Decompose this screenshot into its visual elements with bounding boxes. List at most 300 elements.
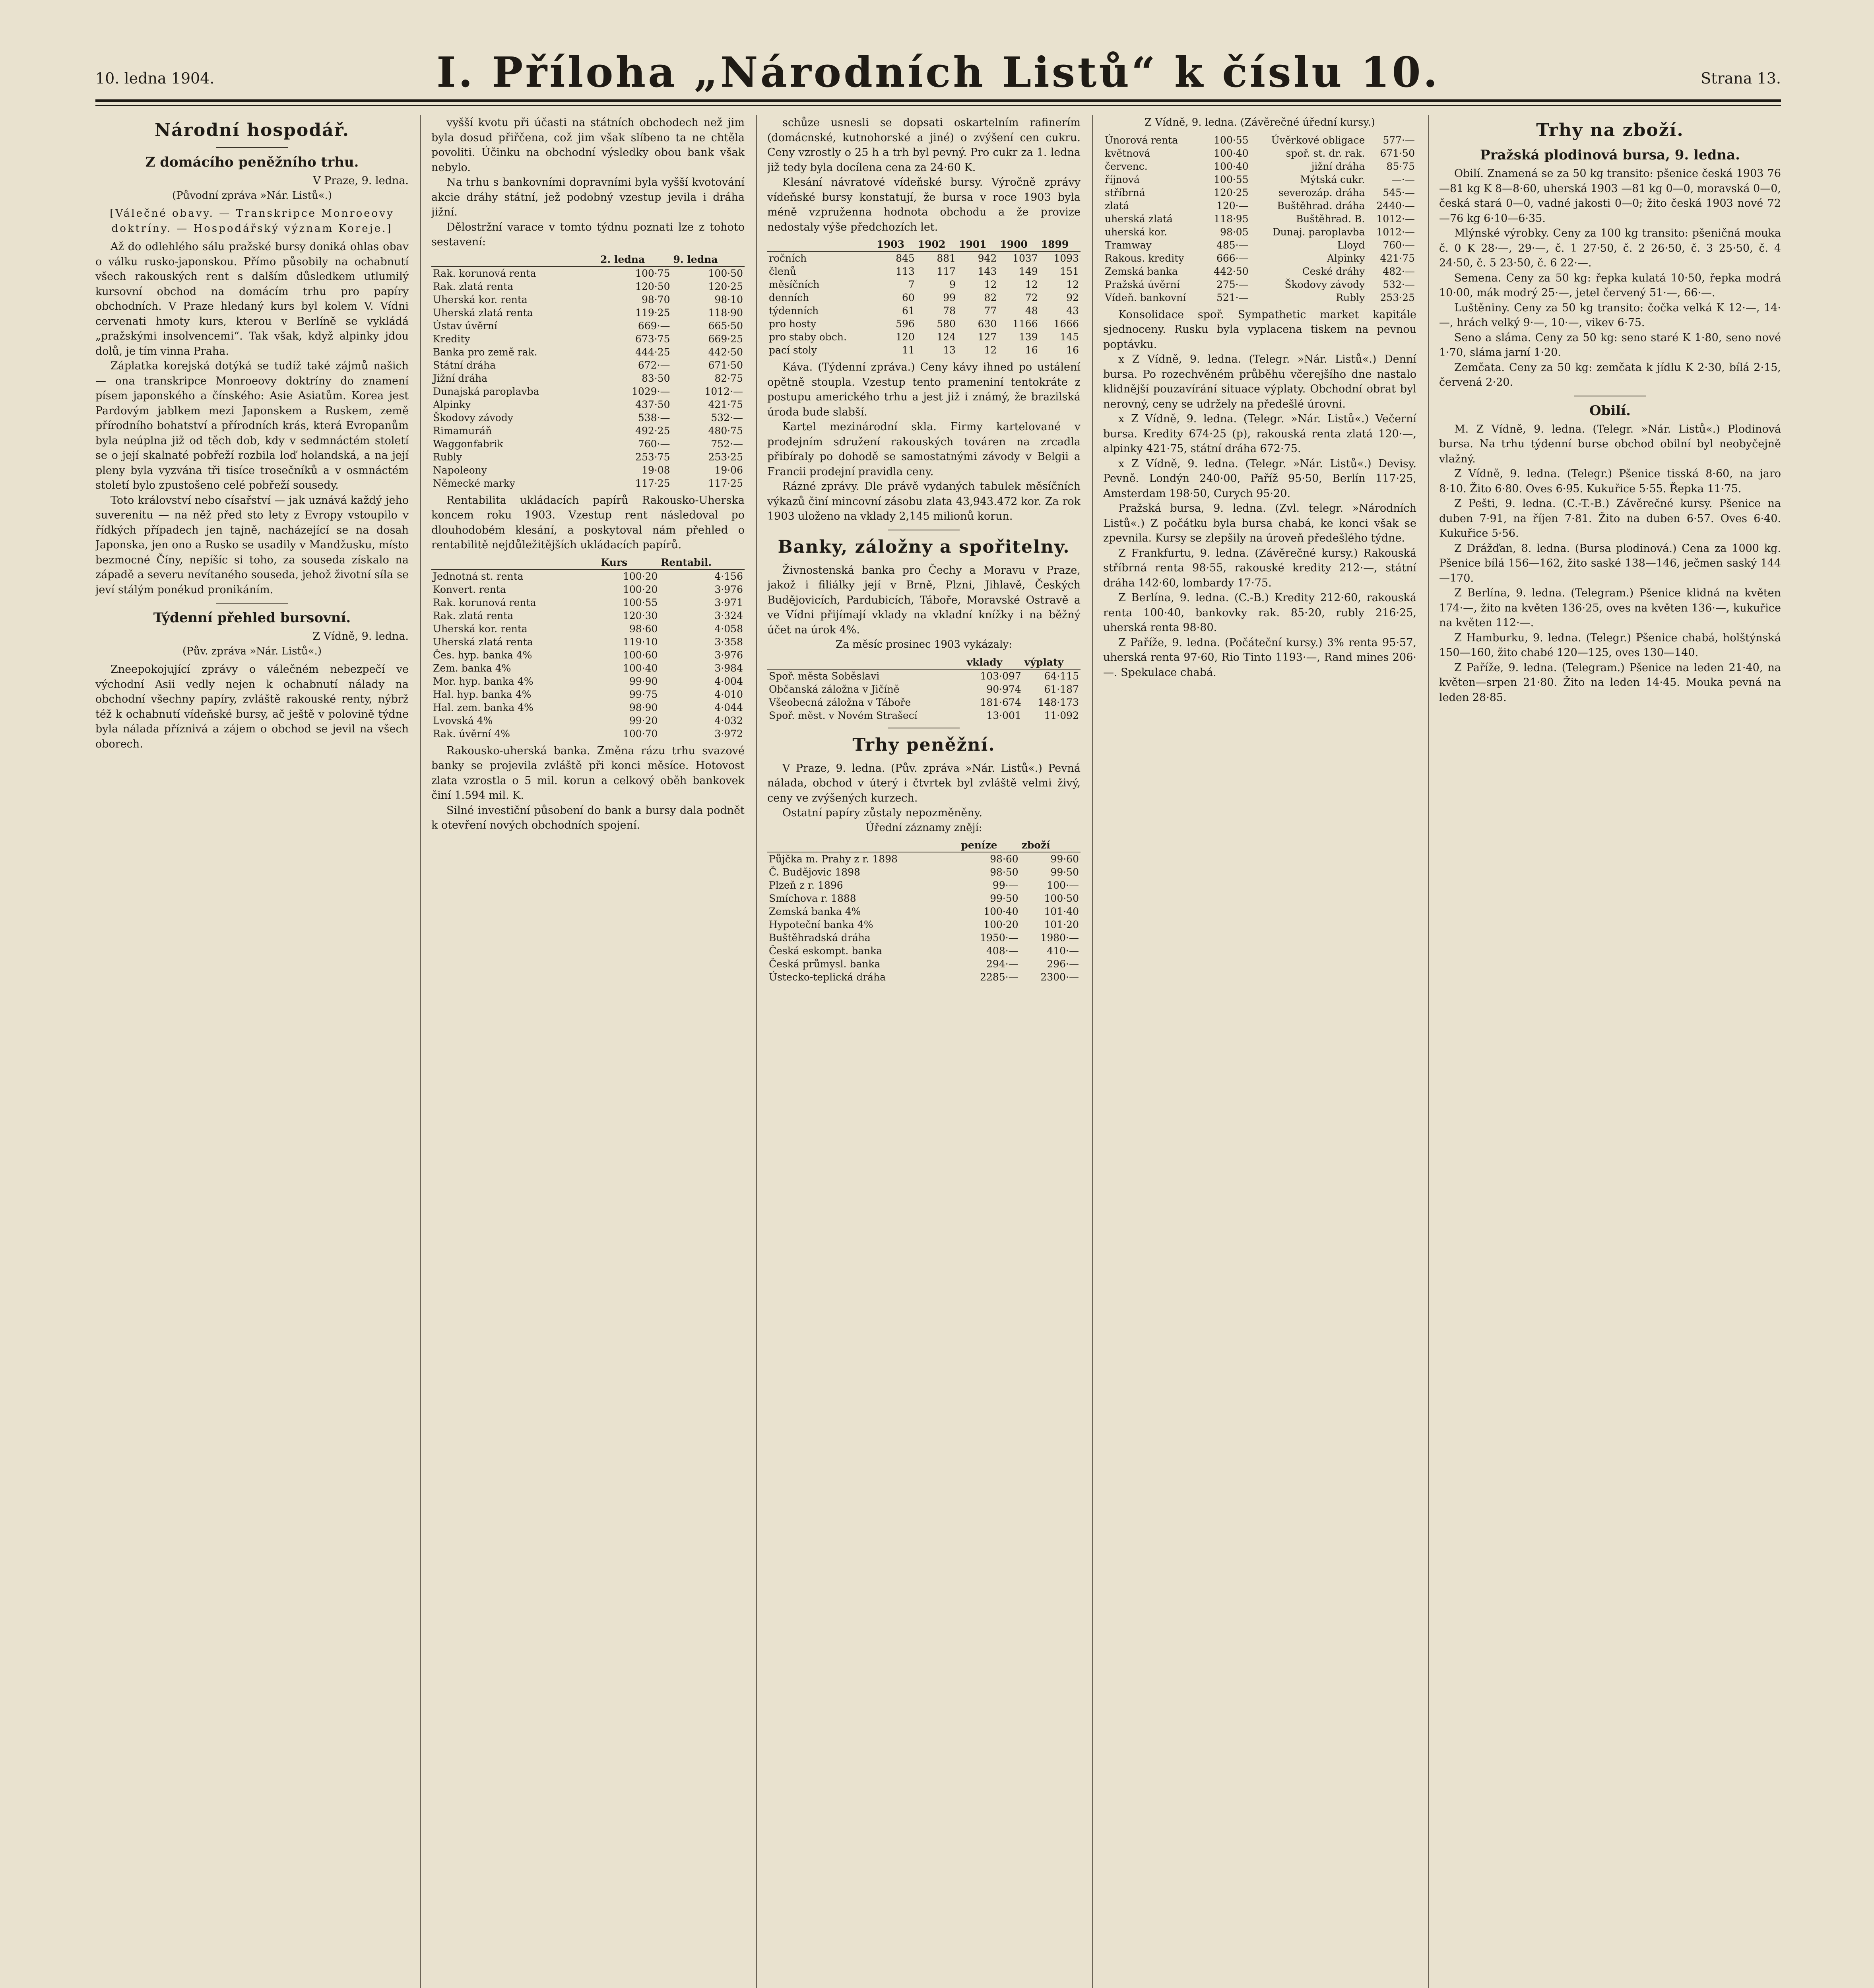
- table-row: [767, 931, 1081, 944]
- table-caption: Úřední záznamy znějí:: [865, 821, 982, 834]
- table-cell: 1980·—: [1040, 932, 1079, 944]
- table-cell: 98·90: [629, 701, 658, 713]
- table-cell: 538·—: [638, 412, 670, 423]
- paragraph: Kartel mezinárodní skla. Firmy kartelované v prodejním sdružení rakouských továren na zrcadla přibíraly po dohodě se samostatnými závody v Belgii a Francii prodejní pravidla ceny.: [767, 421, 1081, 478]
- table-row: [431, 306, 745, 319]
- table-cell: 99·—: [992, 879, 1018, 891]
- table-row: [1103, 239, 1416, 252]
- table-header: 1901: [957, 238, 998, 251]
- table-row: [1103, 265, 1416, 278]
- table-cell: 100·50: [1044, 893, 1079, 904]
- table-row: [431, 293, 745, 306]
- table-cell: Hal. hyp. banka 4%: [433, 688, 532, 700]
- table-row: [1103, 199, 1416, 212]
- table-cell: 145: [1060, 331, 1079, 343]
- table-header: peníze: [959, 839, 1020, 852]
- article-title: Obilí.: [1589, 402, 1631, 419]
- table-cell: členů: [769, 266, 796, 277]
- table-row: [767, 344, 1081, 357]
- paragraph: Zemčata. Ceny za 50 kg: zemčata k jídlu K 2·30, bílá 2·15, červená 2·20.: [1439, 361, 1781, 388]
- table-cell: ročních: [769, 252, 807, 264]
- table-cell: Uherská zlatá renta: [433, 636, 533, 648]
- table-cell: 760·—: [638, 438, 670, 450]
- table-cell: 119·25: [635, 307, 670, 318]
- table-cell: Rimamuráň: [433, 425, 492, 437]
- table-row: [767, 251, 1081, 265]
- table-row: [767, 852, 1081, 866]
- table-cell: 113: [896, 266, 915, 277]
- table-cell: 90·974: [986, 683, 1021, 695]
- table-cell: Rubly: [1336, 291, 1365, 303]
- table-cell: 275·—: [1216, 278, 1249, 290]
- table-row: [431, 385, 745, 398]
- table-cell: 99·50: [1050, 866, 1079, 878]
- table-cell: 100·20: [984, 919, 1018, 930]
- table-cell: 521·—: [1216, 291, 1249, 303]
- table-cell: Rak. korunová renta: [433, 267, 536, 279]
- table-header: [431, 253, 599, 266]
- table-header: Rentabil.: [659, 556, 745, 569]
- table-cell: 665·50: [708, 320, 743, 332]
- paragraph: Ostatní papíry zůstaly nepozměněny.: [782, 807, 983, 819]
- table-row: [431, 450, 745, 464]
- table-row: [767, 866, 1081, 879]
- table-cell: 669·—: [638, 320, 670, 332]
- table-caption: Za měsíc prosinec 1903 vykázaly:: [836, 639, 1012, 650]
- table-cell: stříbrná: [1105, 186, 1145, 198]
- paragraph: x Z Vídně, 9. ledna. (Telegr. »Nár. Listů«.) Devisy. Pevně. Londýn 240·00, Paříž 95·50, Berlín 117·25, Amsterdam 198·50, Curych 95·20.: [1103, 457, 1416, 500]
- table-row: [1103, 147, 1416, 160]
- table-cell: 16: [1066, 344, 1079, 356]
- table-row: [1103, 212, 1416, 225]
- table-cell: Buštěhradská dráha: [769, 932, 871, 944]
- paragraph: Z Hamburku, 9. ledna. (Telegr.) Pšenice chabá, holštýnská 150—160, žito chabé 120—125, oves 130—140.: [1439, 631, 1781, 659]
- table-cell: 77: [984, 305, 997, 316]
- table-cell: 1037: [1013, 252, 1038, 264]
- table-row: [767, 709, 1081, 722]
- table-cell: denních: [769, 292, 809, 303]
- paragraph: Na trhu s bankovními dopravními byla vyšší kvotování akcie dráhy státní, jež podobný vzestup jevila i dráha jižní.: [431, 176, 745, 218]
- table-cell: 492·25: [635, 425, 670, 437]
- table-row: [431, 464, 745, 477]
- table-row: [431, 372, 745, 385]
- table-cell: Smíchova r. 1888: [769, 893, 856, 904]
- table-cell: 545·—: [1383, 186, 1415, 198]
- table-cell: 72: [1025, 292, 1038, 303]
- paragraph: Káva. (Týdenní zpráva.) Ceny kávy ihned po ustálení opětně stoupla. Vzestup tento prameniní tentokráte z postupu amerického trhu a jest již i známý, že brazilská úroda bude slabší.: [767, 361, 1081, 418]
- section-title: Banky, záložny a spořitelny.: [778, 536, 1070, 557]
- table-cell: 100·40: [623, 662, 658, 674]
- table-cell: Státní dráha: [433, 359, 496, 371]
- table-cell: Mor. hyp. banka 4%: [433, 675, 533, 687]
- table-cell: 120: [896, 331, 915, 343]
- paragraph: Rakousko-uherská banka. Změna rázu trhu svazové banky se projevila zvláště při konci měsíce. Hotovost zlata vzrostla o 5 mil. korun a celkový oběh bankovek činí 1.594 mil. K.: [431, 744, 745, 802]
- table-row: [431, 569, 745, 583]
- table-cell: Úvěrkové obligace: [1271, 134, 1365, 146]
- paragraph: V Praze, 9. ledna. (Pův. zpráva »Nár. Listů«.) Pevná nálada, obchod v úterý i čtvrtek byl zvláště velmi živý, ceny ve zvýšených kurzech.: [767, 762, 1081, 804]
- table-cell: Rakous. kredity: [1105, 252, 1184, 264]
- table-cell: Spoř. města Soběslavi: [769, 670, 880, 682]
- table-cell: 3·324: [714, 610, 743, 621]
- table-cell: Jednotná st. renta: [433, 570, 524, 582]
- table-cell: 532·—: [711, 412, 743, 423]
- paragraph: Z Frankfurtu, 9. ledna. (Závěrečné kursy.) Rakouská stříbrná renta 98·55, rakouské kredity 212·—, státní dráha 142·60, lombardy 17·75.: [1103, 547, 1416, 589]
- table-cell: Buštěhrad. dráha: [1277, 200, 1365, 212]
- table-row: [431, 266, 745, 280]
- table-row: [431, 701, 745, 714]
- table-cell: Rubly: [433, 451, 462, 463]
- divider: [216, 603, 288, 604]
- table-row: [1103, 291, 1416, 304]
- paragraph: Pražská bursa, 9. ledna. (Zvl. telegr. »Národních Listů«.) Z počátku byla bursa chabá, ke konci však se zpevnila. Kursy se zlepšily na úroveň předešlého týdne.: [1103, 502, 1416, 544]
- paragraph: Z Paříže, 9. ledna. (Počáteční kursy.) 3% renta 95·57, uherská renta 97·60, Rio Tinto 1193·—, Rand mines 206·—. Spekulace chabá.: [1103, 636, 1416, 679]
- table-row: [1103, 186, 1416, 199]
- table-cell: Půjčka m. Prahy z r. 1898: [769, 853, 898, 865]
- table-cell: 61: [902, 305, 915, 316]
- article-title: Z domácího peněžního trhu.: [145, 154, 359, 170]
- table-cell: 4·032: [714, 714, 743, 726]
- table-cell: pro hosty: [769, 318, 817, 330]
- column-divider: [756, 115, 757, 1988]
- table-cell: 253·25: [708, 451, 743, 463]
- table-cell: 9: [949, 279, 956, 290]
- table-cell: Hypoteční banka 4%: [769, 919, 873, 930]
- table-cell: 669·25: [708, 333, 743, 345]
- table-header: 1900: [998, 238, 1039, 251]
- table-cell: Ústav úvěrní: [433, 320, 497, 332]
- table-row: [431, 675, 745, 688]
- table-header: 2. ledna: [599, 253, 671, 266]
- table-row: [431, 609, 745, 622]
- table-cell: Uherská kor. renta: [433, 293, 528, 305]
- table-cell: Zem. banka 4%: [433, 662, 511, 674]
- table-row: [431, 662, 745, 675]
- table-cell: pro staby obch.: [769, 331, 847, 343]
- table-cell: 118·95: [1214, 213, 1249, 225]
- table-cell: 1012·—: [704, 385, 743, 397]
- table-cell: 181·674: [980, 696, 1021, 708]
- table-cell: 101·20: [1044, 919, 1079, 930]
- table-cell: 124: [937, 331, 956, 343]
- deposits-table: [767, 656, 1081, 722]
- table-cell: 253·25: [1380, 291, 1415, 303]
- table-cell: zlatá: [1105, 200, 1129, 212]
- table-row: [431, 648, 745, 662]
- table-cell: Dunajská paroplavba: [433, 385, 539, 397]
- table-cell: 942: [978, 252, 997, 264]
- table-cell: 532·—: [1383, 278, 1415, 290]
- table-cell: 3·976: [714, 649, 743, 661]
- table-cell: 1950·—: [980, 932, 1018, 944]
- paragraph: M. Z Vídně, 9. ledna. (Telegr. »Nár. Listů«.) Plodinová bursa. Na trhu týdenní burse obchod obilní byl neobyčejně vlažný.: [1439, 423, 1781, 465]
- column-divider: [420, 115, 421, 1988]
- table-cell: 2440·—: [1376, 200, 1415, 212]
- table-cell: 12: [984, 344, 997, 356]
- paragraph: Silné investiční působení do bank a bursy dala podnět k otevření nových obchodních spojení.: [431, 804, 745, 831]
- paragraph: Seno a sláma. Ceny za 50 kg: seno staré K 1·80, seno nové 1·70, sláma jarní 1·20.: [1439, 331, 1781, 359]
- table-row: [767, 918, 1081, 931]
- table-cell: 120·25: [708, 280, 743, 292]
- table-header: 1899: [1040, 238, 1081, 251]
- table-row: [431, 688, 745, 701]
- table-cell: 100·60: [623, 649, 658, 661]
- table-cell: 3·972: [714, 728, 743, 740]
- table-row: [431, 477, 745, 490]
- table-cell: Dunaj. paroplavba: [1272, 226, 1365, 238]
- table-row: [767, 683, 1081, 696]
- column-2: [431, 115, 745, 1988]
- table-cell: 16: [1025, 344, 1038, 356]
- table-cell: Rak. úvěrní 4%: [433, 728, 510, 740]
- table-cell: 99·75: [629, 688, 658, 700]
- table-cell: Č. Budějovic 1898: [769, 866, 860, 878]
- table-cell: 98·60: [990, 853, 1018, 865]
- table-cell: 760·—: [1383, 239, 1415, 251]
- table-cell: 100·—: [1047, 879, 1079, 891]
- paragraph: Obilí. Znamená se za 50 kg transito: pšenice česká 1903 76—81 kg K 8—8·60, uherská 1903 —81 kg 0—0, moravská 0—0, česká stará 0—0, vadné jakosti 0—0; žito česká 1903 nové 72—76 kg 6·10—6·35.: [1439, 167, 1781, 225]
- table-row: [767, 696, 1081, 709]
- table-header: 9. ledna: [672, 253, 745, 266]
- table-cell: 4·004: [714, 675, 743, 687]
- paragraph: Semena. Ceny za 50 kg: řepka kulatá 10·50, řepka modrá 10·00, mák modrý 25·—, jetel červený 51·—, 66·—.: [1439, 272, 1781, 299]
- paragraph: Z Berlína, 9. ledna. (Telegram.) Pšenice klidná na květen 174·—, žito na květen 136·25, oves na květen 136·—, kukuřice na květen 112·—.: [1439, 587, 1781, 629]
- paragraph: Z Berlína, 9. ledna. (C.-B.) Kredity 212·60, rakouská renta 100·40, bankovky rak. 85·20, rubly 216·25, uherská renta 98·80.: [1103, 592, 1416, 634]
- table-cell: 577·—: [1383, 134, 1415, 146]
- table-cell: 117·25: [708, 477, 743, 489]
- table-header: [767, 839, 959, 852]
- table-cell: Spoř. měst. v Novém Strašecí: [769, 709, 918, 721]
- table-cell: Alpinky: [1327, 252, 1365, 264]
- table-header: Kurs: [599, 556, 660, 569]
- table-cell: jižní dráha: [1311, 160, 1365, 172]
- section-title: Trhy na zboží.: [1536, 120, 1684, 140]
- table-cell: Uherská zlatá renta: [433, 307, 533, 318]
- table-cell: 11·092: [1044, 709, 1079, 721]
- table-cell: 3·358: [714, 636, 743, 648]
- table-cell: 2300·—: [1040, 971, 1079, 983]
- table-cell: 253·75: [635, 451, 670, 463]
- table-cell: 78: [943, 305, 956, 316]
- table-cell: Rak. zlatá renta: [433, 280, 514, 292]
- table-cell: Ceské dráhy: [1302, 265, 1365, 277]
- table-row: [1103, 252, 1416, 265]
- table-cell: 630: [978, 318, 997, 330]
- article-title: Týdenní přehled bursovní.: [153, 610, 351, 626]
- issue-date: 10. ledna 1904.: [95, 70, 215, 87]
- table-cell: Kredity: [433, 333, 470, 345]
- vienna-quotes-table: [1103, 134, 1416, 304]
- table-cell: 1093: [1053, 252, 1079, 264]
- table-cell: 98·10: [714, 293, 743, 305]
- table-row: [767, 291, 1081, 304]
- table-row: [431, 437, 745, 450]
- table-cell: 60: [902, 292, 915, 303]
- table-cell: Občanská záložna v Jičíně: [769, 683, 900, 695]
- table-row: [767, 265, 1081, 278]
- table-cell: 408·—: [986, 945, 1018, 957]
- table-cell: 100·75: [635, 267, 670, 279]
- divider: [216, 147, 288, 148]
- table-cell: Čes. hyp. banka 4%: [433, 649, 532, 661]
- table-cell: 98·05: [1220, 226, 1249, 238]
- table-cell: 99·90: [629, 675, 658, 687]
- column-divider: [1092, 115, 1093, 1988]
- table-cell: 672·—: [638, 359, 670, 371]
- table-cell: 100·55: [1214, 134, 1249, 146]
- table-cell: 120·25: [1214, 186, 1249, 198]
- table-row: [431, 411, 745, 424]
- table-row: [431, 424, 745, 437]
- table-row: [767, 905, 1081, 918]
- paragraph: Z Drážďan, 8. ledna. (Bursa plodinová.) Cena za 1000 kg. Pšenice bílá 156—162, žito saské 138—146, ječmen saský 144—170.: [1439, 542, 1781, 584]
- paragraph: Mlýnské výrobky. Ceny za 100 kg transito: pšeničná mouka č. 0 K 28·—, 29·—, č. 1 27·50, č. 2 26·50, č. 3 25·50, č. 4 24·50, č. 5 23·50, č. 6 22·—.: [1439, 227, 1781, 269]
- table-row: [767, 957, 1081, 971]
- dateline: Z Vídně, 9. ledna.: [312, 630, 409, 643]
- table-cell: 3·976: [714, 583, 743, 595]
- table-cell: 1012·—: [1376, 213, 1415, 225]
- table-header: výplaty: [1023, 656, 1081, 669]
- table-header: 1902: [916, 238, 957, 251]
- table-row: [767, 879, 1081, 892]
- table-cell: 100·55: [1214, 173, 1249, 185]
- paragraph: Z Paříže, 9. ledna. (Telegram.) Pšenice na leden 21·40, na květen—srpen 21·80. Žito na leden 14·45. Mouka pevná na leden 28·85.: [1439, 661, 1781, 704]
- table-row: [1103, 160, 1416, 173]
- table-cell: uherská zlatá: [1105, 213, 1173, 225]
- table-row: [767, 944, 1081, 957]
- table-cell: 482·—: [1383, 265, 1415, 277]
- table-cell: 117·25: [635, 477, 670, 489]
- table-cell: Konvert. renta: [433, 583, 506, 595]
- table-cell: Všeobecná záložna v Táboře: [769, 696, 911, 708]
- table-cell: 480·75: [708, 425, 743, 437]
- paragraph: Luštěniny. Ceny za 50 kg transito: čočka velká K 12·—, 14·—, hrách velký 9·—, 10·—, vikev 6·75.: [1439, 301, 1781, 329]
- table-cell: 4·044: [714, 701, 743, 713]
- table-cell: 1012·—: [1376, 226, 1415, 238]
- table-header: [767, 656, 965, 669]
- table-header: 1903: [875, 238, 916, 251]
- table-cell: 1666: [1053, 318, 1079, 330]
- column-1: [95, 115, 409, 1988]
- table-cell: Tramway: [1105, 239, 1152, 251]
- table-cell: 99·60: [1050, 853, 1079, 865]
- table-row: [431, 280, 745, 293]
- table-cell: 12: [1066, 279, 1079, 290]
- masthead: [95, 48, 1781, 95]
- table-header: zboží: [1020, 839, 1081, 852]
- table-cell: 2285·—: [980, 971, 1018, 983]
- table-cell: Česká průmysl. banka: [769, 958, 881, 970]
- table-cell: 100·55: [623, 596, 658, 608]
- paragraph: Živnostenská banka pro Čechy a Moravu v Praze, jakož i filiálky její v Brně, Plzni, Jihlavě, Českých Budějovicích, Pardubicích, Táboře, Moravské Ostravě a ve Vídni přijímají vklady na vkladní knížky i na běžný účet na úrok 4%.: [767, 564, 1081, 636]
- table-cell: Jižní dráha: [433, 372, 488, 384]
- table-cell: 83·50: [641, 372, 670, 384]
- page-number: Strana 13.: [1701, 70, 1781, 87]
- table-cell: Německé marky: [433, 477, 515, 489]
- paragraph: Z Vídně, 9. ledna. (Telegr.) Pšenice tisská 8·60, na jaro 8·10. Žito 6·80. Oves 6·95. Kukuřice 5·55. Řepka 11·75.: [1439, 468, 1781, 495]
- table-cell: 99·50: [990, 893, 1018, 904]
- price-table: [431, 253, 745, 490]
- table-cell: 19·08: [641, 464, 670, 476]
- table-cell: 12: [1025, 279, 1038, 290]
- table-cell: pací stoly: [769, 344, 817, 356]
- paragraph: Rázné zprávy. Dle právě vydaných tabulek měsíčních výkazů činí mincovní zásobu zlata 43,943.472 kor. Za rok 1903 uloženo na vklady 2,145 milionů korun.: [767, 480, 1081, 522]
- table-row: [431, 346, 745, 359]
- table-cell: 296·—: [1047, 958, 1079, 970]
- table-cell: Banka pro země rak.: [433, 346, 537, 358]
- table-cell: Lloyd: [1337, 239, 1365, 251]
- table-cell: 666·—: [1216, 252, 1249, 264]
- table-row: [767, 278, 1081, 291]
- paragraph: x Z Vídně, 9. ledna. (Telegr. »Nár. Listů«.) Denní bursa. Po rozechvěném průběhu včerejšího dne nastalo klidnější pouzavírání situace výplaty. Obchodní obrat byl nerovný, ceny se udržely na předešlé úrovni.: [1103, 353, 1416, 410]
- paragraph: Až do odlehlého sálu pražské bursy doniká ohlas obav o válku rusko-japonskou. Přímo působily na ochabnutí všech rakouských rent s dalším důsledkem utlumilý kursovní obchod na domácím trhu pro papíry obchodních. V Praze hledaný kurs byl kolem V. Vídni cervenati hmoty kurs, kterou v Berlíně se vykládá „pražskými insolvencemi“. Tak však, když alpinky jdou dolů, je tím vinna Praha.: [95, 241, 409, 357]
- table-row: [431, 714, 745, 727]
- article-title: Pražská plodinová bursa, 9. ledna.: [1480, 147, 1740, 163]
- section-title: Trhy peněžní.: [852, 734, 995, 755]
- table-cell: 101·40: [1044, 906, 1079, 917]
- table-header: vklady: [965, 656, 1023, 669]
- table-header: [767, 238, 875, 251]
- table-row: [767, 304, 1081, 317]
- paragraph: Rentabilita ukládacích papírů Rakousko-Uherska koncem roku 1903. Vzestup rent následoval po dlouhodobém klesání, a poskytoval nám přehled o rentabilitě nejdůležitějších ukládacích papírů.: [431, 494, 745, 551]
- table-cell: uherská kor.: [1105, 226, 1168, 238]
- table-cell: 4·058: [714, 623, 743, 635]
- table-cell: 596: [896, 318, 915, 330]
- table-cell: 442·50: [708, 346, 743, 358]
- table-cell: 148·173: [1038, 696, 1079, 708]
- table-cell: Česká eskompt. banka: [769, 945, 883, 957]
- table-cell: 100·70: [623, 728, 658, 740]
- table-cell: 580: [937, 318, 956, 330]
- table-cell: —·—: [1392, 173, 1415, 185]
- table-cell: Waggonfabrik: [433, 438, 503, 450]
- table-cell: 82: [984, 292, 997, 303]
- table-cell: 3·971: [714, 596, 743, 608]
- table-cell: 85·75: [1386, 160, 1415, 172]
- table-cell: měsíčních: [769, 279, 820, 290]
- paragraph: vyšší kvotu při účasti na státních obchodech než jim byla dosud přiřčena, což jim však slíbeno ta ne chtěla povoliti. Účinku na obchodní výsledky obou bank však nebylo.: [431, 116, 745, 174]
- table-cell: 100·40: [984, 906, 1018, 917]
- paragraph: schůze usnesli se dopsati oskartelním rafinerím (domácnské, kutnohorské a jiné) o zvýšení cen cukru. Ceny vzrostly o 25 h a trh byl pevný. Pro cukr za 1. ledna již tedy byla docílena cena za 24·60 K.: [767, 116, 1081, 174]
- table-cell: Ústecko-teplická dráha: [769, 971, 886, 983]
- table-row: [767, 892, 1081, 905]
- table-cell: Škodovy závody: [433, 412, 513, 423]
- table-cell: 143: [978, 266, 997, 277]
- table-cell: 139: [1018, 331, 1038, 343]
- table-cell: 120·—: [1216, 200, 1249, 212]
- table-cell: 7: [908, 279, 915, 290]
- table-row: [767, 330, 1081, 344]
- table-cell: Buštěhrad. B.: [1296, 213, 1365, 225]
- masthead-rule-thin: [95, 105, 1781, 106]
- table-cell: 92: [1066, 292, 1079, 303]
- table-cell: 671·50: [708, 359, 743, 371]
- yield-table: [431, 556, 745, 740]
- table-row: [767, 971, 1081, 984]
- table-cell: 437·50: [635, 398, 670, 410]
- table-cell: květnová: [1105, 147, 1150, 159]
- table-row: [431, 727, 745, 740]
- table-cell: Napoleony: [433, 464, 487, 476]
- table-cell: severozáp. dráha: [1278, 186, 1365, 198]
- table-cell: Mýtská cukr.: [1300, 173, 1365, 185]
- table-row: [431, 398, 745, 411]
- table-header: [431, 556, 599, 569]
- table-cell: 845: [896, 252, 915, 264]
- table-row: [1103, 225, 1416, 239]
- table-cell: Škodovy závody: [1284, 278, 1365, 290]
- table-cell: Uherská kor. renta: [433, 623, 528, 635]
- table-cell: říjnová: [1105, 173, 1140, 185]
